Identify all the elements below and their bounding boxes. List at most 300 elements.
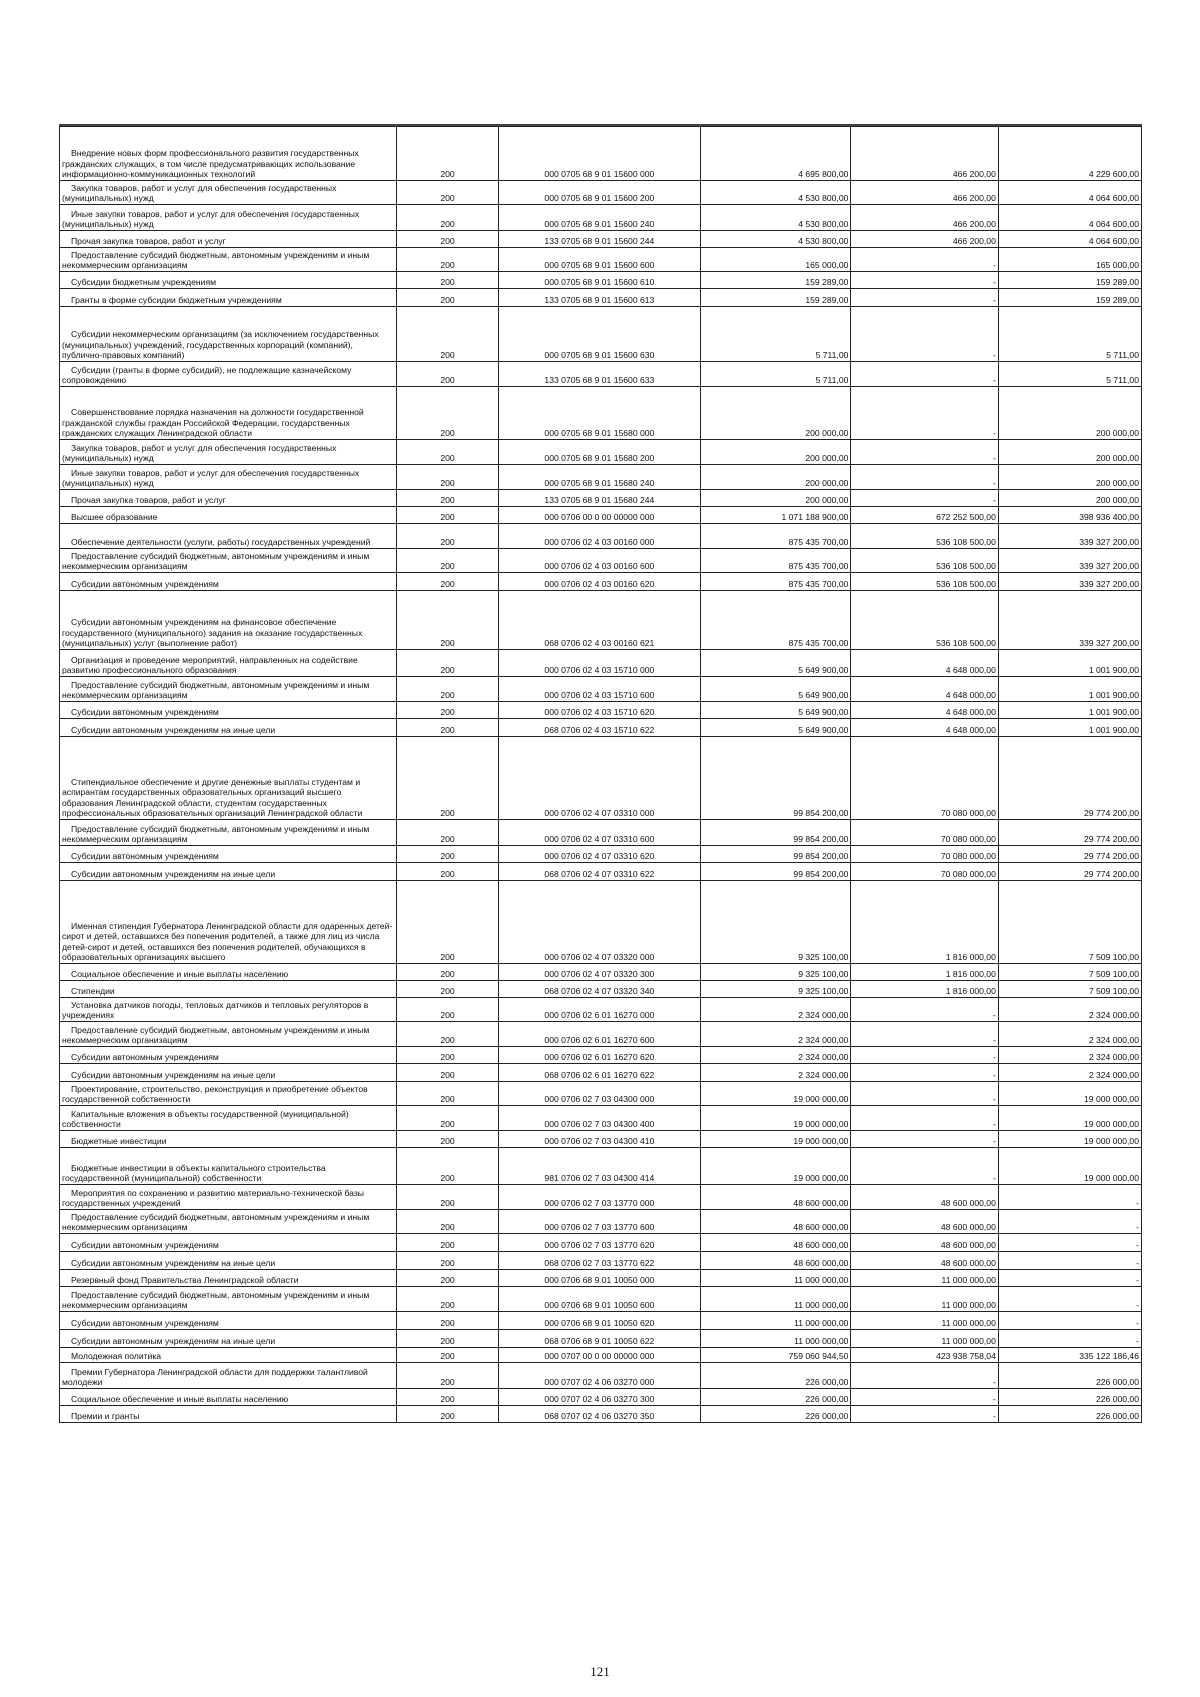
row-approved-cell: 99 854 200,00 bbox=[700, 846, 851, 863]
row-executed-cell: 11 000 000,00 bbox=[851, 1270, 998, 1287]
table-row bbox=[60, 1210, 1142, 1234]
row-remaining-cell: 7 509 100,00 bbox=[998, 964, 1141, 981]
row-remaining-cell: 5 711,00 bbox=[998, 307, 1141, 362]
row-name-text: Субсидии автономным учреждениям bbox=[71, 1052, 219, 1063]
row-approved-cell: 5 649 900,00 bbox=[700, 650, 851, 677]
table-row bbox=[60, 549, 1142, 573]
row-remaining-cell: 159 289,00 bbox=[998, 272, 1141, 289]
row-kbk-cell: 000 0705 68 9 01 15600 000 bbox=[499, 127, 700, 181]
row-kbk-cell: 000 0706 02 7 03 04300 410 bbox=[499, 1131, 700, 1148]
row-code-cell: 200 bbox=[396, 387, 498, 440]
table-row bbox=[60, 127, 1142, 181]
table-row bbox=[60, 524, 1142, 549]
row-kbk-cell: 000 0706 02 4 03 00160 620 bbox=[499, 573, 700, 591]
row-remaining-cell: 339 327 200,00 bbox=[998, 549, 1141, 573]
row-code-cell: 200 bbox=[396, 998, 498, 1022]
row-remaining-cell: 2 324 000,00 bbox=[998, 1022, 1141, 1047]
row-remaining-cell: - bbox=[998, 1210, 1141, 1234]
row-name-cell bbox=[60, 1064, 397, 1082]
row-remaining-cell: - bbox=[998, 1312, 1141, 1330]
table-row bbox=[60, 289, 1142, 307]
table-row bbox=[60, 1270, 1142, 1287]
budget-table-container bbox=[59, 126, 1142, 1423]
row-name-cell bbox=[60, 490, 397, 507]
row-name-text: Внедрение новых форм профессионального развития государственных гражданских служащих, в том числе предусматривающих использование информационно-коммуникационных технологий bbox=[62, 148, 359, 180]
row-code-cell: 200 bbox=[396, 881, 498, 964]
row-approved-cell: 48 600 000,00 bbox=[700, 1210, 851, 1234]
row-executed-cell: 4 648 000,00 bbox=[851, 677, 998, 702]
row-code-cell: 200 bbox=[396, 650, 498, 677]
row-executed-cell: 1 816 000,00 bbox=[851, 981, 998, 998]
row-executed-cell: - bbox=[851, 1047, 998, 1064]
row-kbk-cell: 000 0706 02 6 01 16270 620 bbox=[499, 1047, 700, 1064]
row-name-cell bbox=[60, 289, 397, 307]
table-row bbox=[60, 573, 1142, 591]
row-kbk-cell: 133 0705 68 9 01 15600 613 bbox=[499, 289, 700, 307]
row-executed-cell: 536 108 500,00 bbox=[851, 549, 998, 573]
row-name-text: Иные закупки товаров, работ и услуг для обеспечения государственных (муниципальных) нужд bbox=[62, 208, 360, 230]
table-row bbox=[60, 1363, 1142, 1389]
row-code-cell: 200 bbox=[396, 205, 498, 231]
row-code-cell: 200 bbox=[396, 307, 498, 362]
table-row bbox=[60, 1082, 1142, 1106]
row-remaining-cell: 2 324 000,00 bbox=[998, 1047, 1141, 1064]
row-name-cell bbox=[60, 549, 397, 573]
row-name-cell bbox=[60, 1312, 397, 1330]
row-executed-cell: - bbox=[851, 1148, 998, 1185]
row-code-cell: 200 bbox=[396, 591, 498, 650]
row-name-cell bbox=[60, 465, 397, 490]
row-kbk-cell: 000 0706 68 9 01 10050 000 bbox=[499, 1270, 700, 1287]
table-row bbox=[60, 650, 1142, 677]
row-name-text: Социальное обеспечение и иные выплаты населению bbox=[71, 969, 289, 980]
row-approved-cell: 159 289,00 bbox=[700, 272, 851, 289]
table-row bbox=[60, 846, 1142, 863]
row-name-cell bbox=[60, 1330, 397, 1348]
row-executed-cell: 4 648 000,00 bbox=[851, 719, 998, 737]
row-name-text: Мероприятия по сохранению и развитию материально-технической базы государственных учреждений bbox=[62, 1187, 364, 1209]
row-name-text: Гранты в форме субсидии бюджетным учреждениям bbox=[71, 295, 282, 306]
row-name-text: Социальное обеспечение и иные выплаты населению bbox=[71, 1394, 289, 1405]
row-approved-cell: 200 000,00 bbox=[700, 490, 851, 507]
row-kbk-cell: 000 0706 02 7 03 13770 620 bbox=[499, 1234, 700, 1252]
table-row bbox=[60, 387, 1142, 440]
table-row bbox=[60, 820, 1142, 846]
row-approved-cell: 4 530 800,00 bbox=[700, 205, 851, 231]
page-number: 121 bbox=[590, 1664, 610, 1679]
row-kbk-cell: 000 0705 68 9 01 15600 240 bbox=[499, 205, 700, 231]
table-row bbox=[60, 1406, 1142, 1423]
row-executed-cell: - bbox=[851, 362, 998, 387]
table-row bbox=[60, 1185, 1142, 1210]
row-kbk-cell: 000 0706 02 4 07 03310 620 bbox=[499, 846, 700, 863]
row-executed-cell: 423 938 758,04 bbox=[851, 1348, 998, 1363]
row-executed-cell: - bbox=[851, 440, 998, 465]
table-row bbox=[60, 863, 1142, 881]
row-approved-cell: 1 071 188 900,00 bbox=[700, 507, 851, 524]
row-kbk-cell: 000 0706 68 9 01 10050 600 bbox=[499, 1287, 700, 1312]
row-name-text: Высшее образование bbox=[71, 512, 158, 523]
row-approved-cell: 19 000 000,00 bbox=[700, 1148, 851, 1185]
row-code-cell: 200 bbox=[396, 1210, 498, 1234]
row-name-cell bbox=[60, 820, 397, 846]
row-executed-cell: 536 108 500,00 bbox=[851, 591, 998, 650]
row-kbk-cell: 000 0706 02 4 03 15710 600 bbox=[499, 677, 700, 702]
row-name-cell bbox=[60, 1287, 397, 1312]
row-executed-cell: - bbox=[851, 1389, 998, 1406]
row-name-cell bbox=[60, 591, 397, 650]
row-name-text: Капитальные вложения в объекты государственной (муниципальной) собственности bbox=[62, 1108, 349, 1130]
row-name-text: Организация и проведение мероприятий, направленных на содействие развитию профессионального образования bbox=[62, 654, 358, 676]
row-code-cell: 200 bbox=[396, 1363, 498, 1389]
row-executed-cell: 1 816 000,00 bbox=[851, 964, 998, 981]
row-name-cell bbox=[60, 307, 397, 362]
row-approved-cell: 4 530 800,00 bbox=[700, 231, 851, 248]
row-executed-cell: - bbox=[851, 272, 998, 289]
row-name-cell bbox=[60, 362, 397, 387]
row-code-cell: 200 bbox=[396, 272, 498, 289]
row-name-text: Субсидии автономным учреждениям на иные цели bbox=[71, 1070, 276, 1081]
row-executed-cell: - bbox=[851, 1082, 998, 1106]
row-remaining-cell: 5 711,00 bbox=[998, 362, 1141, 387]
table-row bbox=[60, 1047, 1142, 1064]
table-row bbox=[60, 1312, 1142, 1330]
row-code-cell: 200 bbox=[396, 1348, 498, 1363]
row-code-cell: 200 bbox=[396, 1064, 498, 1082]
row-code-cell: 200 bbox=[396, 1330, 498, 1348]
table-row bbox=[60, 490, 1142, 507]
row-remaining-cell: 226 000,00 bbox=[998, 1406, 1141, 1423]
row-name-cell bbox=[60, 1348, 397, 1363]
row-code-cell: 200 bbox=[396, 964, 498, 981]
row-code-cell: 200 bbox=[396, 1047, 498, 1064]
row-remaining-cell: 165 000,00 bbox=[998, 248, 1141, 272]
table-row bbox=[60, 1106, 1142, 1131]
row-code-cell: 200 bbox=[396, 362, 498, 387]
row-kbk-cell: 068 0706 02 7 03 13770 622 bbox=[499, 1252, 700, 1270]
row-code-cell: 200 bbox=[396, 231, 498, 248]
row-name-text: Субсидии (гранты в форме субсидий), не подлежащие казначейскому сопровождению bbox=[62, 364, 352, 386]
row-kbk-cell: 000 0707 00 0 00 00000 000 bbox=[499, 1348, 700, 1363]
row-name-text: Субсидии автономным учреждениям на иные цели bbox=[71, 869, 276, 880]
row-name-text: Совершенствование порядка назначения на должности государственной гражданской службы граждан Российской Федерации, государственных гражданских служащих Ленинградской области bbox=[62, 407, 364, 439]
row-code-cell: 200 bbox=[396, 440, 498, 465]
row-approved-cell: 19 000 000,00 bbox=[700, 1131, 851, 1148]
row-name-cell bbox=[60, 1106, 397, 1131]
row-kbk-cell: 981 0706 02 7 03 04300 414 bbox=[499, 1148, 700, 1185]
row-approved-cell: 226 000,00 bbox=[700, 1389, 851, 1406]
row-remaining-cell: 4 064 600,00 bbox=[998, 181, 1141, 205]
row-code-cell: 200 bbox=[396, 1312, 498, 1330]
row-name-cell bbox=[60, 1131, 397, 1148]
row-name-cell bbox=[60, 1252, 397, 1270]
table-row bbox=[60, 998, 1142, 1022]
row-name-cell bbox=[60, 1148, 397, 1185]
row-remaining-cell: 335 122 186,46 bbox=[998, 1348, 1141, 1363]
row-executed-cell: - bbox=[851, 307, 998, 362]
row-remaining-cell: 1 001 900,00 bbox=[998, 677, 1141, 702]
row-remaining-cell: 339 327 200,00 bbox=[998, 591, 1141, 650]
row-approved-cell: 875 435 700,00 bbox=[700, 573, 851, 591]
row-code-cell: 200 bbox=[396, 820, 498, 846]
row-code-cell: 200 bbox=[396, 1082, 498, 1106]
table-row bbox=[60, 465, 1142, 490]
row-executed-cell: 48 600 000,00 bbox=[851, 1234, 998, 1252]
row-name-cell bbox=[60, 881, 397, 964]
row-name-cell bbox=[60, 719, 397, 737]
row-code-cell: 200 bbox=[396, 1252, 498, 1270]
row-kbk-cell: 068 0707 02 4 06 03270 350 bbox=[499, 1406, 700, 1423]
table-row bbox=[60, 1131, 1142, 1148]
row-kbk-cell: 000 0705 68 9 01 15680 000 bbox=[499, 387, 700, 440]
row-name-cell bbox=[60, 127, 397, 181]
row-executed-cell: 4 648 000,00 bbox=[851, 702, 998, 719]
table-row bbox=[60, 1148, 1142, 1185]
row-executed-cell: 466 200,00 bbox=[851, 181, 998, 205]
row-code-cell: 200 bbox=[396, 737, 498, 820]
row-name-cell bbox=[60, 507, 397, 524]
row-code-cell: 200 bbox=[396, 863, 498, 881]
row-executed-cell: 70 080 000,00 bbox=[851, 737, 998, 820]
row-approved-cell: 5 649 900,00 bbox=[700, 719, 851, 737]
row-kbk-cell: 000 0705 68 9 01 15600 610 bbox=[499, 272, 700, 289]
row-code-cell: 200 bbox=[396, 1389, 498, 1406]
row-name-text: Обеспечение деятельности (услуги, работы) государственных учреждений bbox=[71, 537, 371, 548]
row-executed-cell: - bbox=[851, 490, 998, 507]
row-name-cell bbox=[60, 1389, 397, 1406]
row-name-cell bbox=[60, 248, 397, 272]
table-row bbox=[60, 1330, 1142, 1348]
row-name-cell bbox=[60, 440, 397, 465]
row-code-cell: 200 bbox=[396, 573, 498, 591]
row-name-text: Предоставление субсидий бюджетным, автономным учреждениям и иным некоммерческим организациям bbox=[62, 550, 370, 572]
row-executed-cell: 70 080 000,00 bbox=[851, 863, 998, 881]
row-name-text: Субсидии автономным учреждениям bbox=[71, 851, 219, 862]
table-row bbox=[60, 981, 1142, 998]
row-remaining-cell: 159 289,00 bbox=[998, 289, 1141, 307]
row-kbk-cell: 068 0706 02 4 03 15710 622 bbox=[499, 719, 700, 737]
row-executed-cell: 672 252 500,00 bbox=[851, 507, 998, 524]
row-approved-cell: 226 000,00 bbox=[700, 1406, 851, 1423]
row-name-text: Закупка товаров, работ и услуг для обеспечения государственных (муниципальных) нужд bbox=[62, 182, 337, 204]
row-executed-cell: 1 816 000,00 bbox=[851, 881, 998, 964]
row-approved-cell: 5 711,00 bbox=[700, 362, 851, 387]
table-row bbox=[60, 964, 1142, 981]
row-name-cell bbox=[60, 1082, 397, 1106]
row-code-cell: 200 bbox=[396, 490, 498, 507]
row-code-cell: 200 bbox=[396, 524, 498, 549]
table-row bbox=[60, 440, 1142, 465]
row-kbk-cell: 068 0706 02 4 07 03320 340 bbox=[499, 981, 700, 998]
row-name-text: Субсидии автономным учреждениям на иные цели bbox=[71, 725, 276, 736]
row-name-cell bbox=[60, 964, 397, 981]
row-kbk-cell: 000 0705 68 9 01 15600 630 bbox=[499, 307, 700, 362]
row-executed-cell: - bbox=[851, 289, 998, 307]
row-name-cell bbox=[60, 846, 397, 863]
row-code-cell: 200 bbox=[396, 1148, 498, 1185]
row-kbk-cell: 000 0706 02 4 07 03310 000 bbox=[499, 737, 700, 820]
row-executed-cell: - bbox=[851, 465, 998, 490]
table-row bbox=[60, 1287, 1142, 1312]
row-name-cell bbox=[60, 1234, 397, 1252]
row-kbk-cell: 000 0705 68 9 01 15600 200 bbox=[499, 181, 700, 205]
row-approved-cell: 165 000,00 bbox=[700, 248, 851, 272]
row-approved-cell: 11 000 000,00 bbox=[700, 1270, 851, 1287]
row-name-text: Субсидии автономным учреждениям на иные цели bbox=[71, 1336, 276, 1347]
row-code-cell: 200 bbox=[396, 981, 498, 998]
row-code-cell: 200 bbox=[396, 248, 498, 272]
row-name-cell bbox=[60, 573, 397, 591]
row-executed-cell: 536 108 500,00 bbox=[851, 573, 998, 591]
row-name-text: Закупка товаров, работ и услуг для обеспечения государственных (муниципальных) нужд bbox=[62, 442, 337, 464]
table-row bbox=[60, 272, 1142, 289]
row-code-cell: 200 bbox=[396, 1234, 498, 1252]
row-name-text: Субсидии автономным учреждениям bbox=[71, 1318, 219, 1329]
row-kbk-cell: 000 0706 02 4 03 00160 000 bbox=[499, 524, 700, 549]
row-approved-cell: 99 854 200,00 bbox=[700, 863, 851, 881]
row-code-cell: 200 bbox=[396, 127, 498, 181]
row-kbk-cell: 000 0706 02 4 07 03320 300 bbox=[499, 964, 700, 981]
row-kbk-cell: 068 0706 68 9 01 10050 622 bbox=[499, 1330, 700, 1348]
row-kbk-cell: 068 0706 02 4 07 03310 622 bbox=[499, 863, 700, 881]
table-row bbox=[60, 702, 1142, 719]
row-remaining-cell: 200 000,00 bbox=[998, 387, 1141, 440]
row-remaining-cell: 2 324 000,00 bbox=[998, 1064, 1141, 1082]
table-row bbox=[60, 507, 1142, 524]
row-name-text: Прочая закупка товаров, работ и услуг bbox=[71, 495, 226, 506]
row-name-cell bbox=[60, 1363, 397, 1389]
row-approved-cell: 2 324 000,00 bbox=[700, 1022, 851, 1047]
row-remaining-cell: 29 774 200,00 bbox=[998, 737, 1141, 820]
row-approved-cell: 19 000 000,00 bbox=[700, 1082, 851, 1106]
row-name-cell bbox=[60, 1022, 397, 1047]
table-body bbox=[60, 127, 1142, 1423]
row-name-text: Стипендиальное обеспечение и другие денежные выплаты студентам и аспирантам государственных образовательных организаций высшего образования Ленинградской области, студентам государственных профессиональных образовательных организаций Ленинградской области bbox=[62, 776, 363, 819]
row-executed-cell: 70 080 000,00 bbox=[851, 846, 998, 863]
row-approved-cell: 99 854 200,00 bbox=[700, 820, 851, 846]
row-executed-cell: 11 000 000,00 bbox=[851, 1287, 998, 1312]
row-approved-cell: 759 060 944,50 bbox=[700, 1348, 851, 1363]
row-executed-cell: 70 080 000,00 bbox=[851, 820, 998, 846]
row-approved-cell: 226 000,00 bbox=[700, 1363, 851, 1389]
row-approved-cell: 159 289,00 bbox=[700, 289, 851, 307]
row-name-text: Субсидии автономным учреждениям на финансовое обеспечение государственного (муниципального) задания на оказание государственных (муниципальных) услуг (выполнение работ) bbox=[62, 617, 363, 649]
row-remaining-cell: 200 000,00 bbox=[998, 490, 1141, 507]
table-row bbox=[60, 591, 1142, 650]
row-code-cell: 200 bbox=[396, 1185, 498, 1210]
row-approved-cell: 2 324 000,00 bbox=[700, 1047, 851, 1064]
row-remaining-cell: - bbox=[998, 1330, 1141, 1348]
row-name-cell bbox=[60, 737, 397, 820]
row-remaining-cell: 1 001 900,00 bbox=[998, 719, 1141, 737]
table-row bbox=[60, 205, 1142, 231]
row-name-cell bbox=[60, 231, 397, 248]
row-code-cell: 200 bbox=[396, 181, 498, 205]
row-executed-cell: 48 600 000,00 bbox=[851, 1185, 998, 1210]
row-code-cell: 200 bbox=[396, 289, 498, 307]
row-name-text: Проектирование, строительство, реконструкция и приобретение объектов государственной собственности bbox=[62, 1083, 368, 1105]
table-row bbox=[60, 719, 1142, 737]
row-kbk-cell: 000 0706 02 4 03 15710 000 bbox=[499, 650, 700, 677]
row-kbk-cell: 133 0705 68 9 01 15680 244 bbox=[499, 490, 700, 507]
row-name-text: Бюджетные инвестиции в объекты капитального строительства государственной (муниципальной) собственности bbox=[62, 1162, 326, 1184]
table-row bbox=[60, 737, 1142, 820]
row-executed-cell: 536 108 500,00 bbox=[851, 524, 998, 549]
row-executed-cell: - bbox=[851, 1106, 998, 1131]
table-row bbox=[60, 248, 1142, 272]
row-executed-cell: 11 000 000,00 bbox=[851, 1312, 998, 1330]
row-approved-cell: 11 000 000,00 bbox=[700, 1312, 851, 1330]
row-remaining-cell: 29 774 200,00 bbox=[998, 820, 1141, 846]
row-kbk-cell: 000 0706 00 0 00 00000 000 bbox=[499, 507, 700, 524]
row-approved-cell: 11 000 000,00 bbox=[700, 1330, 851, 1348]
row-approved-cell: 200 000,00 bbox=[700, 387, 851, 440]
row-name-cell bbox=[60, 677, 397, 702]
table-row bbox=[60, 1389, 1142, 1406]
row-name-text: Молодежная политика bbox=[71, 1351, 162, 1362]
row-name-text: Предоставление субсидий бюджетным, автономным учреждениям и иным некоммерческим организациям bbox=[62, 1024, 370, 1046]
row-approved-cell: 4 695 800,00 bbox=[700, 127, 851, 181]
row-name-text: Субсидии автономным учреждениям bbox=[71, 579, 219, 590]
row-name-cell bbox=[60, 998, 397, 1022]
row-approved-cell: 48 600 000,00 bbox=[700, 1185, 851, 1210]
row-kbk-cell: 000 0706 02 6 01 16270 000 bbox=[499, 998, 700, 1022]
row-kbk-cell: 000 0706 02 7 03 13770 000 bbox=[499, 1185, 700, 1210]
row-remaining-cell: 19 000 000,00 bbox=[998, 1082, 1141, 1106]
row-name-text: Бюджетные инвестиции bbox=[71, 1136, 167, 1147]
row-executed-cell: 466 200,00 bbox=[851, 231, 998, 248]
row-remaining-cell: 29 774 200,00 bbox=[998, 846, 1141, 863]
row-name-cell bbox=[60, 387, 397, 440]
row-remaining-cell: - bbox=[998, 1185, 1141, 1210]
row-approved-cell: 9 325 100,00 bbox=[700, 881, 851, 964]
row-approved-cell: 5 711,00 bbox=[700, 307, 851, 362]
row-kbk-cell: 000 0705 68 9 01 15600 600 bbox=[499, 248, 700, 272]
table-row bbox=[60, 231, 1142, 248]
row-kbk-cell: 000 0706 02 4 03 15710 620 bbox=[499, 702, 700, 719]
row-remaining-cell: 226 000,00 bbox=[998, 1363, 1141, 1389]
row-remaining-cell: 19 000 000,00 bbox=[998, 1148, 1141, 1185]
row-remaining-cell: 2 324 000,00 bbox=[998, 998, 1141, 1022]
row-approved-cell: 875 435 700,00 bbox=[700, 549, 851, 573]
row-approved-cell: 5 649 900,00 bbox=[700, 702, 851, 719]
row-kbk-cell: 000 0705 68 9 01 15680 240 bbox=[499, 465, 700, 490]
row-name-text: Прочая закупка товаров, работ и услуг bbox=[71, 236, 226, 247]
row-executed-cell: - bbox=[851, 998, 998, 1022]
row-remaining-cell: 226 000,00 bbox=[998, 1389, 1141, 1406]
row-code-cell: 200 bbox=[396, 1287, 498, 1312]
row-name-cell bbox=[60, 272, 397, 289]
row-executed-cell: 466 200,00 bbox=[851, 127, 998, 181]
table-row bbox=[60, 1234, 1142, 1252]
row-executed-cell: 466 200,00 bbox=[851, 205, 998, 231]
row-name-cell bbox=[60, 1406, 397, 1423]
table-row bbox=[60, 1064, 1142, 1082]
row-remaining-cell: 29 774 200,00 bbox=[998, 863, 1141, 881]
budget-execution-table bbox=[59, 126, 1142, 1423]
row-code-cell: 200 bbox=[396, 1106, 498, 1131]
row-kbk-cell: 133 0705 68 9 01 15600 633 bbox=[499, 362, 700, 387]
row-name-text: Премии Губернатора Ленинградской области для поддержки талантливой молодежи bbox=[62, 1366, 368, 1388]
row-remaining-cell: 1 001 900,00 bbox=[998, 702, 1141, 719]
row-name-text: Резервный фонд Правительства Ленинградской области bbox=[71, 1275, 299, 1286]
row-kbk-cell: 000 0706 02 7 03 04300 400 bbox=[499, 1106, 700, 1131]
row-remaining-cell: 4 229 600,00 bbox=[998, 127, 1141, 181]
row-name-text: Предоставление субсидий бюджетным, автономным учреждениям и иным некоммерческим организациям bbox=[62, 249, 370, 271]
table-row bbox=[60, 1348, 1142, 1363]
row-executed-cell: 48 600 000,00 bbox=[851, 1210, 998, 1234]
row-kbk-cell: 068 0706 02 6 01 16270 622 bbox=[499, 1064, 700, 1082]
